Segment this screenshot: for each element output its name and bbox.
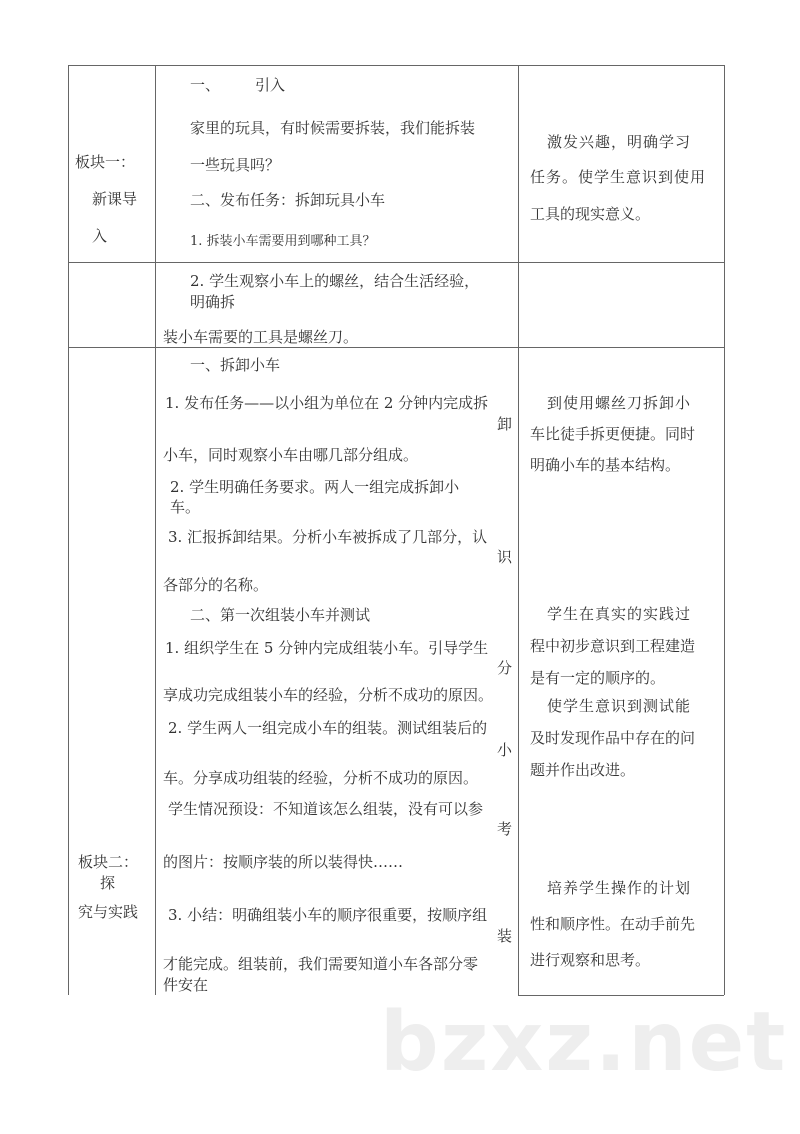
block-label: 入 bbox=[92, 227, 108, 245]
content-line: 卸 bbox=[496, 415, 512, 433]
intent-line: 培养学生操作的计划 bbox=[547, 879, 692, 897]
content-line: 各部分的名称。 bbox=[163, 576, 269, 594]
content-line: 2. 学生两人一组完成小车的组装。测试组装后的 bbox=[168, 719, 488, 737]
content-line: 小车，同时观察小车由哪几部分组成。 bbox=[163, 446, 419, 464]
intent-line: 任务。使学生意识到使用 bbox=[530, 168, 707, 186]
intent-line: 性和顺序性。在动手前先 bbox=[530, 915, 696, 933]
row-divider bbox=[68, 262, 724, 263]
content-line: 一些玩具吗？ bbox=[190, 156, 281, 174]
content-line: 1. 发布任务——以小组为单位在 2 分钟内完成拆 bbox=[165, 394, 489, 412]
content-line: 装 bbox=[496, 927, 512, 945]
block-label: 究与实践 bbox=[78, 903, 139, 921]
block-label: 探 bbox=[100, 874, 116, 892]
content-line: 3. 汇报拆卸结果。分析小车被拆成了几部分，认 bbox=[168, 528, 488, 546]
section-number: 一、 bbox=[190, 76, 221, 94]
watermark: bzxz.net bbox=[380, 995, 788, 1090]
row-divider bbox=[68, 347, 724, 348]
intent-line: 到使用螺丝刀拆卸小 bbox=[547, 394, 692, 412]
content-line: 分 bbox=[496, 659, 512, 677]
content-line: 1. 组织学生在 5 分钟内完成组装小车。引导学生 bbox=[165, 639, 489, 657]
content-line: 识 bbox=[496, 548, 512, 566]
content-line: 件安在 bbox=[163, 976, 209, 994]
intent-line: 进行观察和思考。 bbox=[530, 951, 651, 969]
table-border-right bbox=[724, 65, 725, 995]
content-line: 家里的玩具，有时候需要拆装，我们能拆装 bbox=[190, 119, 476, 137]
intent-line: 题并作出改进。 bbox=[530, 761, 636, 779]
column-divider bbox=[518, 65, 519, 995]
intent-line: 学生在真实的实践过 bbox=[547, 605, 692, 623]
content-line: 2. 学生明确任务要求。两人一组完成拆卸小 bbox=[170, 478, 460, 496]
content-line: 才能完成。组装前，我们需要知道小车各部分零 bbox=[163, 955, 479, 973]
content-line: 3. 小结：明确组装小车的顺序很重要，按顺序组 bbox=[168, 906, 488, 924]
content-line: 车。 bbox=[170, 498, 201, 516]
content-line: 明确拆 bbox=[190, 293, 236, 311]
content-line: 1. 拆装小车需要用到哪种工具？ bbox=[190, 234, 376, 249]
section-heading: 引入 bbox=[255, 76, 286, 94]
block-label: 新课导 bbox=[92, 190, 138, 208]
column-divider bbox=[155, 65, 156, 995]
intent-line: 及时发现作品中存在的问 bbox=[530, 729, 696, 747]
content-line: 车。分享成功组装的经验，分析不成功的原因。 bbox=[163, 769, 479, 787]
intent-line: 程中初步意识到工程建造 bbox=[530, 637, 696, 655]
intent-line: 车比徒手拆更便捷。同时 bbox=[530, 425, 696, 443]
content-line: 享成功完成组装小车的经验，分析不成功的原因。 bbox=[163, 686, 494, 704]
content-line: 学生情况预设：不知道该怎么组装，没有可以参 bbox=[168, 800, 484, 818]
content-line: 小 bbox=[496, 741, 512, 759]
block-label: 板块二： bbox=[78, 853, 139, 871]
section-heading: 二、发布任务：拆卸玩具小车 bbox=[190, 191, 386, 209]
content-line: 的图片：按顺序装的所以装得快…… bbox=[163, 853, 404, 871]
table-border-left bbox=[68, 65, 69, 995]
content-line: 考 bbox=[496, 820, 512, 838]
intent-line: 是有一定的顺序的。 bbox=[530, 669, 666, 687]
table-border-top bbox=[68, 65, 724, 66]
intent-line: 工具的现实意义。 bbox=[530, 205, 651, 223]
block-label: 板块一： bbox=[75, 153, 136, 171]
content-line: 2. 学生观察小车上的螺丝，结合生活经验， bbox=[190, 272, 480, 290]
intent-line: 明确小车的基本结构。 bbox=[530, 456, 681, 474]
intent-line: 使学生意识到测试能 bbox=[547, 697, 692, 715]
intent-line: 激发兴趣，明确学习 bbox=[547, 133, 692, 151]
section-heading: 一、拆卸小车 bbox=[190, 356, 281, 374]
section-heading: 二、第一次组装小车并测试 bbox=[190, 606, 371, 624]
content-line: 装小车需要的工具是螺丝刀。 bbox=[163, 328, 359, 346]
